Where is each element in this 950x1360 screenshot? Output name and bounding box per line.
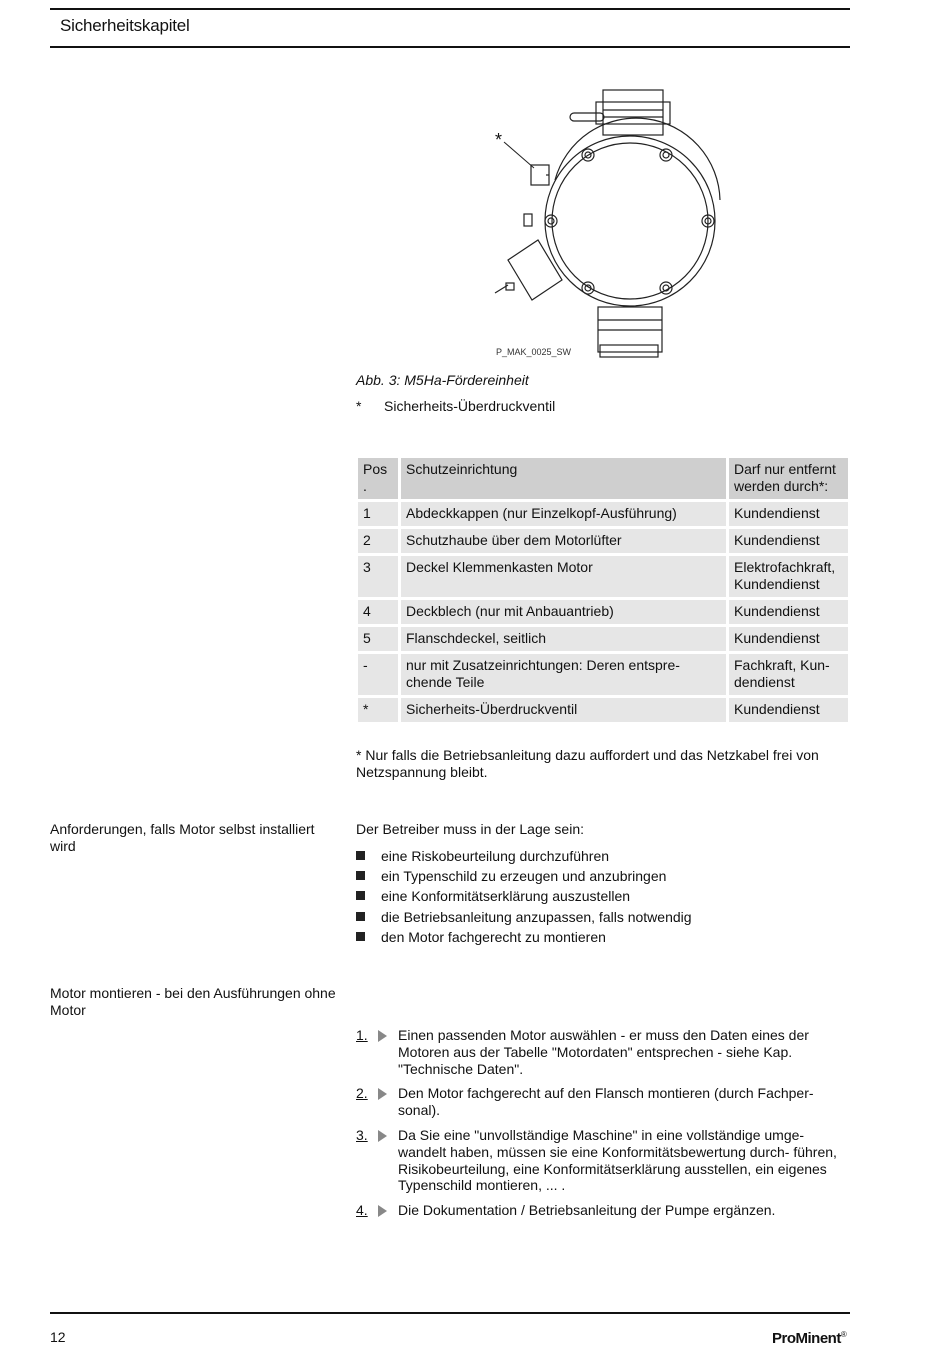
housing-inner-circle	[552, 143, 708, 299]
footer-rule	[50, 1312, 850, 1314]
header-rule-bottom	[50, 46, 850, 48]
table-header-row	[358, 458, 848, 499]
cell-removed-by: Kundendienst	[729, 600, 848, 624]
legend-marker: *	[356, 398, 362, 414]
bullet-square-icon	[356, 891, 365, 900]
bullet-square-icon	[356, 871, 365, 880]
mounting-steps	[356, 1027, 848, 1227]
table-row	[358, 600, 848, 624]
bullet-square-icon	[356, 932, 365, 941]
cell-pos: 4	[358, 600, 398, 624]
step-number: 4.	[356, 1202, 368, 1219]
figure-code: P_MAK_0025_SW	[496, 347, 572, 357]
step-arrow-icon	[378, 1205, 387, 1217]
cell-device: Sicherheits-Überdruckventil	[401, 698, 726, 722]
list-item: die Betriebsanleitung anzupassen, falls notwendig	[356, 907, 692, 927]
step-number: 2.	[356, 1085, 368, 1102]
requirements-intro: Der Betreiber muss in der Lage sein:	[356, 821, 584, 837]
list-item: den Motor fachgerecht zu montieren	[356, 927, 692, 947]
step-text: Einen passenden Motor auswählen - er muss den Daten eines der Motoren aus der Tabelle "Motordaten" entsprechen - siehe Kap. "Technische Daten".	[398, 1027, 809, 1077]
table-row	[358, 627, 848, 651]
step-text: Den Motor fachgerecht auf den Flansch montieren (durch Fachper- sonal).	[398, 1085, 814, 1119]
cell-pos: 1	[358, 502, 398, 526]
header-removed-by: Darf nur entfernt werden durch*:	[729, 458, 848, 499]
requirements-list	[356, 846, 692, 947]
header-pos: Pos .	[358, 458, 398, 499]
cell-pos: 3	[358, 556, 398, 597]
housing-outer-circle	[545, 136, 715, 306]
cell-pos: 2	[358, 529, 398, 553]
header-device: Schutzeinrichtung	[401, 458, 726, 499]
list-item: eine Riskobeurteilung durchzuführen	[356, 846, 692, 866]
step-arrow-icon	[378, 1130, 387, 1142]
cell-removed-by: Kundendienst	[729, 502, 848, 526]
step-text: Die Dokumentation / Betriebsanleitung der Pumpe ergänzen.	[398, 1202, 776, 1219]
top-connection-block	[603, 90, 663, 135]
table-row	[358, 556, 848, 597]
table-footnote: * Nur falls die Betriebsanleitung dazu auffordert und das Netzkabel frei von Netzspannung bleibt.	[356, 747, 819, 780]
bullet-square-icon	[356, 851, 365, 860]
protective-devices-table	[355, 455, 851, 725]
cell-device: Schutzhaube über dem Motorlüfter	[401, 529, 726, 553]
list-item	[356, 1085, 848, 1119]
figure-caption: Abb. 3: M5Ha-Fördereinheit	[356, 372, 529, 388]
list-item	[356, 1027, 848, 1077]
table-row	[358, 529, 848, 553]
page-title: Sicherheitskapitel	[60, 16, 190, 35]
list-item	[356, 1202, 848, 1219]
step-arrow-icon	[378, 1030, 387, 1042]
cell-device: Flanschdeckel, seitlich	[401, 627, 726, 651]
cell-pos: -	[358, 654, 398, 695]
side-box	[508, 240, 562, 300]
requirements-heading: Anforderungen, falls Motor selbst installiert wird	[50, 821, 315, 854]
header-rule-top	[50, 8, 850, 10]
pump-head-drawing	[470, 80, 740, 365]
mounting-heading: Motor montieren - bei den Ausführungen ohne Motor	[50, 985, 336, 1018]
step-text: Da Sie eine "unvollständige Maschine" in eine vollständige umge- wandelt haben, müssen sie eine Konformitätsbewertung durch- führen, Risikobeurteilung, eine Konformitätserklärung ausstellen, ein eigenes Typenschild montieren, ... .	[398, 1126, 837, 1194]
cell-device: Deckel Klemmenkasten Motor	[401, 556, 726, 597]
list-item: ein Typenschild zu erzeugen und anzubringen	[356, 866, 692, 886]
legend-text: Sicherheits-Überdruckventil	[384, 398, 556, 414]
cell-pos: *	[358, 698, 398, 722]
figure-asterisk: *	[495, 130, 503, 150]
cell-pos: 5	[358, 627, 398, 651]
cell-removed-by: Kundendienst	[729, 698, 848, 722]
table-row	[358, 698, 848, 722]
cell-removed-by: Kundendienst	[729, 627, 848, 651]
step-arrow-icon	[378, 1088, 387, 1100]
figure-legend	[356, 398, 555, 414]
list-item	[356, 1127, 848, 1194]
brand-logo: ProMinent®	[772, 1330, 847, 1347]
cell-device: nur mit Zusatzeinrichtungen: Deren entspre- chende Teile	[401, 654, 726, 695]
cell-removed-by: Kundendienst	[729, 529, 848, 553]
bullet-square-icon	[356, 912, 365, 921]
table-row	[358, 654, 848, 695]
cell-device: Deckblech (nur mit Anbauantrieb)	[401, 600, 726, 624]
cell-device: Abdeckkappen (nur Einzelkopf-Ausführung)	[401, 502, 726, 526]
step-number: 1.	[356, 1027, 368, 1043]
page-number: 12	[50, 1329, 66, 1345]
table-row	[358, 502, 848, 526]
list-item: eine Konformitätserklärung auszustellen	[356, 886, 692, 906]
step-number: 3.	[356, 1126, 368, 1143]
cell-removed-by: Elektrofachkraft, Kundendienst	[729, 556, 848, 597]
cell-removed-by: Fachkraft, Kun- dendienst	[729, 654, 848, 695]
